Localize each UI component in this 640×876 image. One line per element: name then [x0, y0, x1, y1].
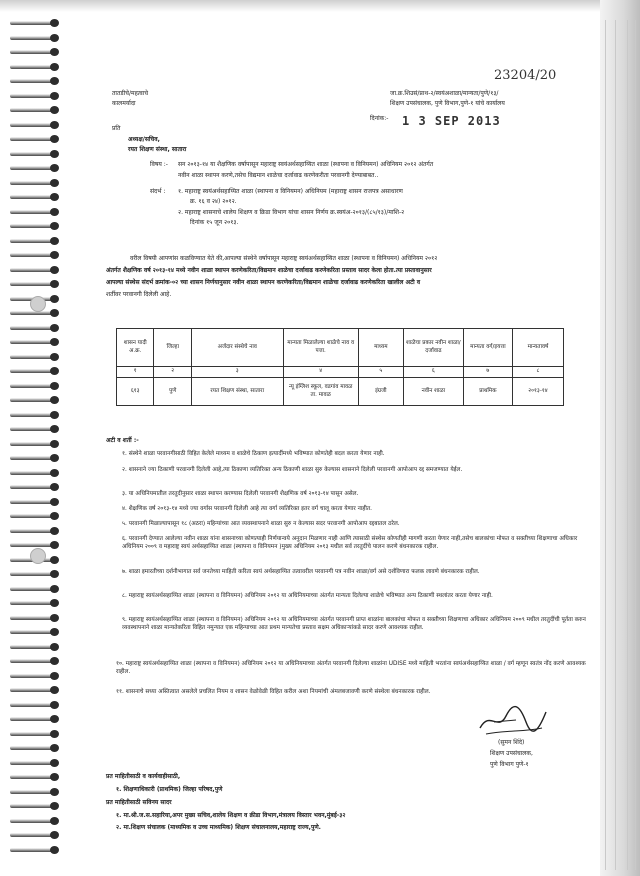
table-cell: इंग्रजी — [358, 378, 403, 406]
date-label: दिनांक:- — [370, 115, 389, 122]
page-edge-line — [605, 20, 606, 870]
spiral-coil — [10, 279, 64, 289]
spiral-coil — [10, 163, 64, 173]
top-shadow — [0, 0, 640, 12]
column-number: ५ — [358, 367, 403, 378]
spiral-coil — [10, 468, 64, 478]
body-line: आपल्या संस्थेस संदर्भ क्रमांक-०२ च्या शासन निर्णयानुसार नवीन शाळा स्थापन करणेकरिता/विद्यमान शाळेचा दर्जावाढ करणेकरिता खालील अटी व — [106, 279, 421, 286]
spiral-coil — [10, 511, 64, 521]
time-limit-label: कालमर्यादा — [112, 100, 136, 107]
body-line: अंतर्गत शैक्षणिक वर्ष २०१३-१४ मध्ये नवीन शाळा स्थापन करणेकरिता/विद्यमान शाळेचा दर्जावाढ करणेकरिता प्रस्ताव सादर केला होता.त्या प्रस्तावानुसार — [106, 267, 432, 274]
spiral-coil — [10, 381, 64, 391]
body-line: वरील विषयी आपणांस कळविण्यात येते की,आपल्या संस्थेने वर्षापासून महाराष्ट्र स्वयंअर्थसहाय्यित शाळा (स्थापना व विनियमन) अधिनियम २०१२ — [130, 255, 438, 262]
spiral-coil — [10, 845, 64, 855]
spiral-coil — [10, 569, 64, 579]
spiral-coil — [10, 192, 64, 202]
handwritten-inward-number: 23204/20 — [494, 68, 557, 83]
date-stamp: 1 3 SEP 2013 — [402, 114, 501, 128]
spiral-coil — [10, 656, 64, 666]
spiral-coil — [10, 642, 64, 652]
spiral-coil — [10, 366, 64, 376]
table-header: मान्यता वर्ग/इयत्ता — [463, 329, 512, 367]
page-stack-edge — [600, 0, 640, 876]
spiral-coil — [10, 120, 64, 130]
reference-line: १. महाराष्ट्र स्वयंअर्थसहाय्यित शाळा (स्थापना व विनियमन) अधिनियम (महाराष्ट्र शासन राजपत्र असाधारण — [178, 188, 403, 195]
condition-item: ११. शासनाचे सध्या अस्तित्वात असलेले प्रचलित नियम व शासन वेळोवेळी विहित करील अशा नियमांची अंमलबजावणी करणे संस्थेला बंधनकारक राहील. — [116, 689, 431, 695]
spiral-coil — [10, 453, 64, 463]
spiral-coil — [10, 149, 64, 159]
spiral-coil — [10, 265, 64, 275]
condition-item: ८. महाराष्ट्र स्वयंअर्थसहाय्यित शाळा (स्थापना व विनियमन) अधिनियम २०१२ या अधिनियमाच्या अंतर्गत मान्यता दिलेल्या शाळेचे भविष्यात अन्य ठिकाणी स्थलांतर करता येणार नाही. — [122, 593, 493, 599]
table-header: शासन यादी अ.क्र. — [117, 329, 154, 367]
condition-item: १. संस्थेने शाळा परवानगीसाठी विहित केलेले माध्यम व शाळेचे ठिकाण इत्यादींमध्ये भविष्यात कोणतेही बदल करता येणार नाही. — [122, 451, 385, 457]
spiral-coil — [10, 729, 64, 739]
subject-label: विषय :- — [150, 161, 168, 168]
copy-recipient: १. शिक्षणाधिकारी (प्राथमिक) जिल्हा परिषद,पुणे — [116, 786, 223, 793]
spiral-coil — [10, 772, 64, 782]
condition-item: ६. परवानगी देण्यात आलेल्या नवीन शाळा यांना शासनाच्या कोणत्याही निर्णयान्वये अनुदान मिळणार नाही आणि त्यासाठी संस्थेस कोणतीही मागणी करता येणार नाही,तसेच बालकांचा मोफत व सक्तीच्या शिक्षणाचा अधिकार अधिनियम २००९ व महाराष्ट्र स्वयं अर्थसहाय्यित शाळा (स्थापना व विनियमन )मुख्य अधिनियम २०१३ मधील सर्व तरतुदींचे पालन करणे बंधनकारक राहील. — [122, 536, 578, 551]
spiral-coil — [10, 18, 64, 28]
copy-heading: प्रत माहितीसाठी व कार्यवाहीसाठी, — [106, 773, 181, 780]
spiral-coil — [10, 134, 64, 144]
spiral-coil — [10, 714, 64, 724]
table-cell: नवीन शाळा — [403, 378, 463, 406]
spiral-coil — [10, 439, 64, 449]
approval-table — [116, 328, 564, 406]
punch-hole — [30, 296, 46, 312]
reference-line: क्र. १६ व २४) २०१२. — [190, 198, 237, 205]
subject-line: नवीन शाळा स्थापन करणे,तसेच विद्यमान शाळेचा दर्जावाढ करणेकरीता परवानगी देण्याबाबत.. — [178, 172, 379, 179]
column-number: ७ — [463, 367, 512, 378]
spiral-coil — [10, 613, 64, 623]
copy-info-recipient: २. मा.शिक्षण संचालक (माध्यमिक व उच्च माध्यमिक) शिक्षण संचालनालय,महाराष्ट्र राज्य,पुणे. — [116, 824, 321, 831]
condition-item: ४. शैक्षणिक वर्ष २०१३-१४ मध्ये ज्या वर्गास परवानगी दिलेली आहे त्या वर्गा व्यतिरिक्त इतर वर्ग चालू करता येणार नाहीत. — [122, 506, 373, 512]
spiral-coil — [10, 700, 64, 710]
spiral-coil — [10, 410, 64, 420]
spiral-coil — [10, 33, 64, 43]
spiral-coil — [10, 250, 64, 260]
column-number: ३ — [191, 367, 283, 378]
spiral-coil — [10, 424, 64, 434]
copy-info-recipient: १. मा.श्री.ज.स.सहारिया,अपर मुख्य सचिव,शालेय शिक्षण व क्रीडा विभाग,मंत्रालय विस्तार भवन,मुंबई-३२ — [116, 812, 346, 819]
body-line: शर्तीवर परवानगी दिलेली आहे. — [106, 291, 172, 298]
table-cell: पुणे — [154, 378, 191, 406]
table-header: अर्जदार संस्थेचे नाव — [191, 329, 283, 367]
column-number: ६ — [403, 367, 463, 378]
column-number: ४ — [283, 367, 358, 378]
reference-label: संदर्भ : — [150, 188, 166, 195]
spiral-coil — [10, 787, 64, 797]
urgent-label: तातडीचे/महत्वाचे — [112, 90, 149, 97]
addressee-line: रयत शिक्षण संस्था, सातारा — [128, 146, 187, 153]
signatory-title: शिक्षण उपसंचालक, — [490, 750, 533, 757]
table-header: शाळेचा प्रकार नवीन शाळा/दर्जावाढ — [403, 329, 463, 367]
to-label: प्रति — [112, 125, 121, 132]
table-header: मान्यता मिळालेल्या शाळेचे नाव व पत्ता. — [283, 329, 358, 367]
column-number: ८ — [512, 367, 563, 378]
spiral-coil — [10, 76, 64, 86]
copy-info-heading: प्रत माहितीसाठी सविनय सादर — [106, 799, 172, 806]
spiral-coil — [10, 671, 64, 681]
spiral-coil — [10, 816, 64, 826]
spiral-coil — [10, 105, 64, 115]
spiral-coil — [10, 526, 64, 536]
table-header: माध्यम — [358, 329, 403, 367]
condition-item: ५. परवानगी मिळाल्यापासून १८ (अठरा) महिन्यांच्या आत व्यवस्थापनाने शाळा सुरु न केल्यास सदर परवानगी आपोआप रद्दबातल ठरेल. — [122, 521, 400, 527]
signature-mark — [476, 702, 550, 738]
conditions-heading: अटी व शर्ती :- — [106, 437, 139, 444]
spiral-coil — [10, 482, 64, 492]
spiral-coil — [10, 830, 64, 840]
condition-item: ९. महाराष्ट्र स्वयंअर्थसहाय्यित शाळा (स्थापना व विनियमन) अधिनियम २०१२ या अधिनियमाच्या अंतर्गत परवानगी प्राप्त शाळांना बालकांचा मोफत व सक्तीच्या शिक्षणाचा अधिकार अधिनियम २००९ मधील तरतुदींची पूर्तता करुन व्यवस्थापनाने शाळा मान्यतेकरिता विहित नमुन्यात एक महिन्याच्या आत प्रथम मान्यतेचा प्रस्ताव सक्षम अधिकाऱ्यांकडे सादर करणे आवश्यक राहील. — [122, 617, 586, 632]
table-header: जिल्हा — [154, 329, 191, 367]
table-header: मान्यतावर्ष — [512, 329, 563, 367]
signatory-office: पुणे विभाग पुणे-१ — [490, 761, 529, 768]
table-cell: प्राथमिक — [463, 378, 512, 406]
spiral-coil — [10, 584, 64, 594]
spiral-coil — [10, 352, 64, 362]
table-cell: रयत शिक्षण संस्था, सातारा — [191, 378, 283, 406]
reference-line: दिनांक १५ जून २०१३. — [190, 219, 239, 226]
spiral-coil — [10, 627, 64, 637]
spiral-coil — [10, 207, 64, 217]
reference-line: २. महाराष्ट्र शासनाचे शालेय शिक्षण व क्रिडा विभाग यांचा शासन निर्णय क्र.स्वयंअ-२०१३/(८५/१३)/माशि-२ — [178, 209, 405, 216]
table-cell: २०१३-१४ — [512, 378, 563, 406]
spiral-coil — [10, 62, 64, 72]
outward-number: जा.क्र.शिउसं/प्राथ-२/स्वयंअशाळा/मान्यता/पुणे/१३/ — [390, 90, 499, 97]
condition-item: ७. शाळा इमारतीच्या दर्शनीभागात सर्व जनतेच्या माहिती करिता स्वयं अर्थसहाय्यित तत्वावरील परवानगी पत्र नवीन शाळा/वर्ग असे दर्शविणारा फलक लावणे बंधनकारक राहील. — [122, 569, 480, 575]
spiral-coil — [10, 497, 64, 507]
condition-item: १०. महाराष्ट्र स्वयंअर्थसहाय्यित शाळा (स्थापना व विनियमन) अधिनियम २०१२ या अधिनियमाच्या अंतर्गत परवानगी दिलेल्या शाळांना UDISE मध्ये माहिती भरतांना स्वयंअर्थसहाय्यित शाळा / वर्ग म्हणून स्वतंत्र नोंद करणे आवश्यक राहील. — [116, 661, 586, 676]
spiral-coil — [10, 236, 64, 246]
spiral-coil — [10, 91, 64, 101]
table-cell: न्यू इंग्लिश स्कूल, वडगांव मावळ ता. मावळ — [283, 378, 358, 406]
page-edge-line — [627, 20, 628, 870]
subject-line: सन २०१३-१४ या शैक्षणिक वर्षापासून महाराष्ट्र स्वयंअर्थसहाय्यित शाळा (स्थापना व विनियमन) अधिनियम २०१२ अंतर्गत — [178, 161, 434, 168]
spiral-coil — [10, 395, 64, 405]
spiral-binding — [10, 18, 68, 854]
spiral-coil — [10, 337, 64, 347]
spiral-coil — [10, 758, 64, 768]
spiral-coil — [10, 743, 64, 753]
addressee-line: अध्यक्ष/सचिव, — [128, 136, 160, 143]
signatory-name: (सुमन शिंदे) — [498, 739, 525, 746]
spiral-coil — [10, 323, 64, 333]
table-cell: ६१३ — [117, 378, 154, 406]
spiral-coil — [10, 598, 64, 608]
punch-hole — [30, 548, 46, 564]
spiral-coil — [10, 221, 64, 231]
spiral-coil — [10, 47, 64, 57]
spiral-coil — [10, 685, 64, 695]
page-edge-line — [615, 20, 616, 870]
condition-item: २. शासनाने ज्या ठिकाणी परवानगी दिलेली आहे,त्या ठिकाणा व्यतिरिक्त अन्य ठिकाणी शाळा सुरु केल्यास शासनाने दिलेली परवानगी आपोआप रद्द समजण्यात येईल. — [122, 467, 463, 473]
spiral-coil — [10, 801, 64, 811]
column-number: २ — [154, 367, 191, 378]
column-number: १ — [117, 367, 154, 378]
spiral-coil — [10, 178, 64, 188]
page-edge-line — [635, 20, 636, 870]
condition-item: ३. या अधिनियमातील तरतुदीनुसार शाळा स्थापन करण्यास दिलेली परवानगी शैक्षणिक वर्ष २०१३-१४ पासून असेल. — [122, 491, 359, 497]
office-name: शिक्षण उपसंचालक, पुणे विभाग,पुणे-१ यांचे कार्यालय — [390, 100, 505, 107]
